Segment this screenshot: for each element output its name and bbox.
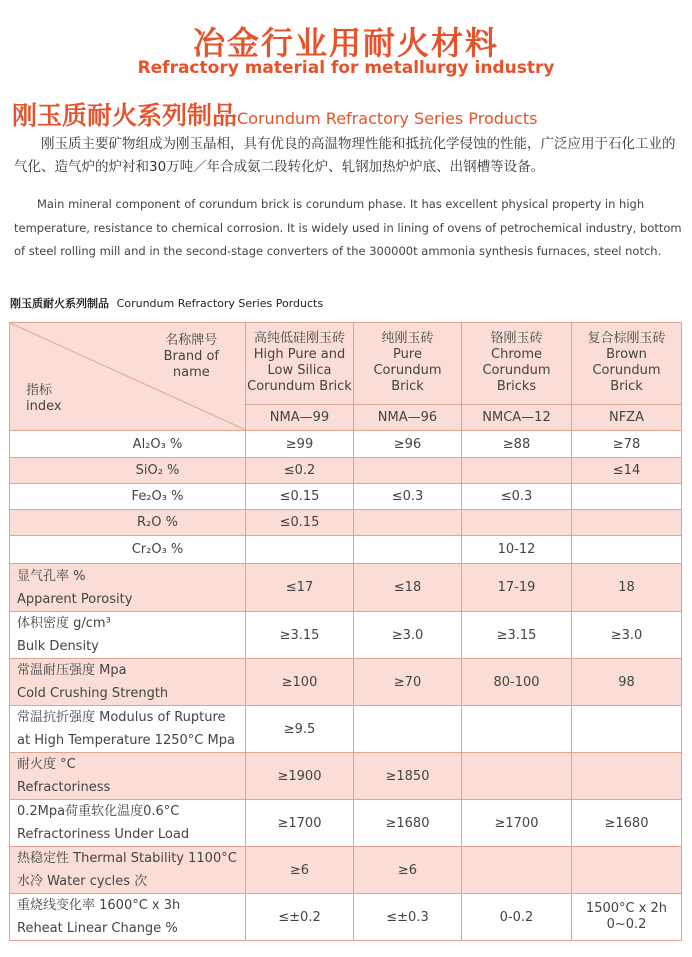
table-cell: ≥3.0 (572, 612, 682, 659)
section-title-en: Corundum Refractory Series Products (237, 109, 538, 128)
table-cell: 0-0.2 (462, 894, 572, 941)
table-cell: 18 (572, 564, 682, 612)
table-cell (572, 484, 682, 510)
row-label-en: Bulk Density (17, 639, 99, 654)
table-cell: 98 (572, 659, 682, 706)
table-cell (462, 847, 572, 894)
column-grade-3: NMCA—12 (462, 404, 572, 430)
column-name-en: Brick (610, 379, 643, 395)
column-header-2 (354, 323, 462, 405)
table-cell: ≥3.0 (354, 612, 462, 659)
table-row (10, 847, 682, 894)
table-cell (462, 458, 572, 484)
table-cell (354, 706, 462, 753)
corner-header (10, 323, 245, 430)
corner-index-label (26, 383, 62, 415)
row-label (10, 753, 246, 800)
table-row (10, 484, 682, 510)
column-header-1 (246, 323, 354, 405)
corner-brand-label (164, 333, 219, 381)
row-label (10, 847, 246, 894)
table-cell: ≤0.15 (246, 484, 354, 510)
column-grade-4: NFZA (572, 404, 682, 430)
row-label-en: at High Temperature 1250°C Mpa (17, 733, 235, 748)
row-label-cn: 重烧线变化率 1600°C x 3h (17, 898, 181, 913)
table-caption (10, 295, 323, 311)
column-name-en: Pure (393, 347, 422, 363)
table-cell: ≤0.15 (246, 510, 354, 536)
column-name-cn: 纯刚玉砖 (381, 331, 434, 347)
row-label (10, 800, 246, 847)
table-cell (462, 753, 572, 800)
table-cell (462, 510, 572, 536)
column-name-en: High Pure and (253, 347, 346, 363)
column-name-en: Brick (391, 379, 424, 395)
table-cell: ≤14 (572, 458, 682, 484)
column-grade-1: NMA—99 (246, 404, 354, 430)
table-cell (354, 458, 462, 484)
table-cell: ≤0.3 (462, 484, 572, 510)
table-cell: ≤0.2 (246, 458, 354, 484)
table-cell: ≥3.15 (246, 612, 354, 659)
corner-index-en: index (26, 399, 62, 414)
table-row (10, 458, 682, 484)
page-subtitle: Refractory material for metallurgy industry (137, 58, 555, 78)
table-cell: ≥9.5 (246, 706, 354, 753)
row-label-cn: 常温抗折强度 Modulus of Rupture (17, 710, 226, 725)
table-row (10, 612, 682, 659)
table-cell: ≥1680 (354, 800, 462, 847)
row-label-cn: 显气孔率 % (17, 568, 86, 584)
table-cell: ≥1680 (572, 800, 682, 847)
table-cell (572, 536, 682, 564)
section-heading (12, 96, 537, 132)
table-cell: ≥96 (354, 431, 462, 458)
table-cell: ≤0.3 (354, 484, 462, 510)
row-label-cn: 热稳定性 Thermal Stability 1100°C (17, 851, 237, 866)
row-label-en: Apparent Porosity (17, 591, 133, 607)
table-caption-cn: 刚玉质耐火系列制品 (10, 297, 109, 310)
table-cell (354, 510, 462, 536)
column-name-cn: 铬刚玉砖 (490, 331, 543, 347)
table-caption-en: Corundum Refractory Series Porducts (116, 297, 324, 310)
table-cell (246, 536, 354, 564)
table-header-row (10, 323, 682, 405)
row-label: Cr₂O₃ % (10, 536, 246, 564)
table-cell: 10-12 (462, 536, 572, 564)
corner-brand-cn: 名称牌号 (165, 333, 218, 348)
table-cell: ≤18 (354, 564, 462, 612)
table-cell: ≥70 (354, 659, 462, 706)
column-name-en: Brown (606, 347, 647, 363)
row-label-en: Refractoriness (17, 780, 111, 795)
corner-brand-en-1: Brand of (163, 349, 219, 364)
table-row (10, 894, 682, 941)
row-label (10, 706, 246, 753)
table-cell: ≥3.15 (462, 612, 572, 659)
table-cell: 17-19 (462, 564, 572, 612)
corner-index-cn: 指标 (26, 383, 53, 398)
table-row (10, 753, 682, 800)
table-cell: ≤±0.3 (354, 894, 462, 941)
column-name-en: Corundum (373, 363, 442, 379)
section-title-cn: 刚玉质耐火系列制品 (12, 101, 238, 130)
table-cell: ≥1850 (354, 753, 462, 800)
column-grade-2: NMA—96 (354, 404, 462, 430)
column-name-cn: 复合棕刚玉砖 (587, 331, 666, 347)
intro-paragraph-cn: 刚玉质主要矿物组成为刚玉晶相，具有优良的高温物理性能和抵抗化学侵蚀的性能，广泛应用于石化工业的气化、造气炉的炉衬和30万吨／年合成氨二段转化炉、轧钢加热炉炉底、出钢槽等设备。 (14, 136, 676, 175)
row-label: Fe₂O₃ % (10, 484, 246, 510)
corner-brand-en-2: name (172, 365, 210, 380)
column-name-en: Chrome (491, 347, 542, 363)
table-cell: ≤17 (246, 564, 354, 612)
table-cell (572, 706, 682, 753)
row-label-cn: 耐火度 °C (17, 757, 76, 772)
column-name-en: Corundum (592, 363, 661, 379)
row-label-en: Reheat Linear Change % (17, 921, 178, 936)
column-header-4 (572, 323, 682, 405)
table-row (10, 510, 682, 536)
row-label: SiO₂ % (10, 458, 246, 484)
row-label-en: Refractoriness Under Load (17, 827, 190, 842)
table-row (10, 706, 682, 753)
row-label (10, 894, 246, 941)
table-row (10, 564, 682, 612)
row-label: R₂O % (10, 510, 246, 536)
table-cell (354, 536, 462, 564)
table-cell: ≥99 (246, 431, 354, 458)
row-label (10, 659, 246, 706)
table-cell (572, 753, 682, 800)
table-cell: ≥6 (246, 847, 354, 894)
row-label: Al₂O₃ % (10, 431, 246, 458)
table-cell: ≥78 (572, 431, 682, 458)
table-cell: ≥1700 (246, 800, 354, 847)
column-header-3 (462, 323, 572, 405)
table-row (10, 659, 682, 706)
row-label (10, 564, 246, 612)
column-name-en: Bricks (496, 379, 537, 395)
corner-header-cell (10, 323, 246, 431)
column-name-en: Corundum (482, 363, 551, 379)
table-row (10, 800, 682, 847)
table-row (10, 431, 682, 458)
column-name-cn: 高纯低硅刚玉砖 (253, 331, 345, 347)
table-cell: ≥6 (354, 847, 462, 894)
row-label (10, 612, 246, 659)
row-label-cn: 体积密度 g/cm³ (17, 616, 111, 631)
table-cell: ≤±0.2 (246, 894, 354, 941)
column-name-en: Corundum Brick (247, 379, 352, 395)
row-label-en: 水冷 Water cycles 次 (17, 874, 148, 889)
table-cell: ≥100 (246, 659, 354, 706)
column-name-en: Low Silica (267, 363, 332, 379)
table-cell: ≥88 (462, 431, 572, 458)
table-cell (572, 847, 682, 894)
row-label-en: Cold Crushing Strength (17, 686, 169, 701)
intro-paragraph-en: Main mineral component of corundum brick is corundum phase. It has excellent physical property in high temperature, resistance to chemical corrosion. It is widely used in lining of ovens of petrochemical industry, bottom of steel rolling mill and in the second-stage converters of the 300000t ammonia synthesis furnaces, steel notch. (14, 197, 682, 258)
row-label-cn: 0.2Mpa荷重软化温度0.6°C (17, 804, 180, 819)
page-title: 冶金行业用耐火材料 (192, 24, 499, 62)
table-cell (462, 706, 572, 753)
spec-table (9, 322, 682, 941)
table-cell: ≥1900 (246, 753, 354, 800)
table-cell: ≥1700 (462, 800, 572, 847)
row-label-cn: 常温耐压强度 Mpa (17, 663, 127, 678)
table-cell: 1500°C x 2h 0~0.2 (572, 894, 682, 941)
table-row (10, 536, 682, 564)
table-cell: 80-100 (462, 659, 572, 706)
table-cell (572, 510, 682, 536)
